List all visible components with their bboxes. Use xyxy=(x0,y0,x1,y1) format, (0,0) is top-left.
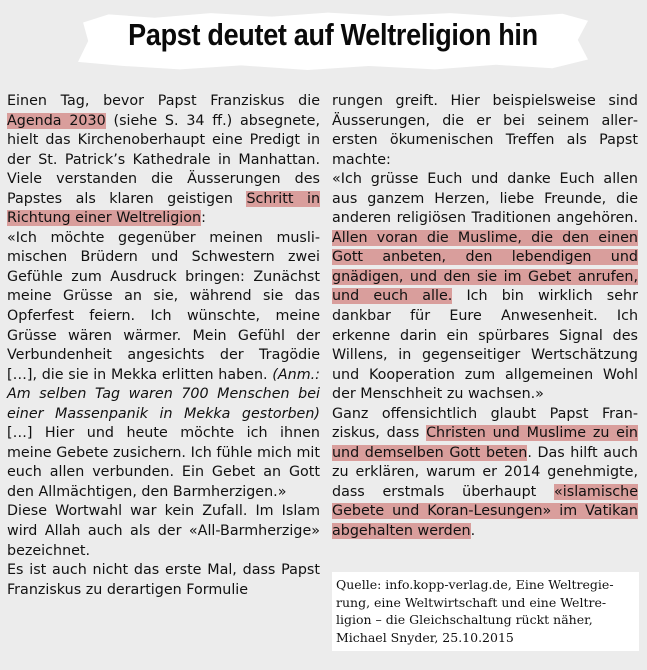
highlight-muslime: Allen voran die Muslime, die den einen Gott anbeten, den lebendigen und gnädigen, und den sie im Gebet anrufen, und euch alle. xyxy=(332,229,638,305)
quote-paragraph-muslime xyxy=(332,170,638,405)
paragraph-formulierungen: Es ist auch nicht das erste Mal, dass Papst Franziskus zu derartigen Formulie xyxy=(7,562,320,598)
text-run: . xyxy=(470,523,476,540)
right-column xyxy=(332,92,638,542)
text-run: Ich bin wirklich sehr dankbar für Eure Anwesenheit. Ich erkenne darin ein spürbares Signal des Willens, in gegenseitiger Wertschätzung und Kooperation zum allgemeinen Wohl der Menschheit zu wachsen.» xyxy=(332,288,638,403)
paragraph-wortwahl: Diese Wortwahl war kein Zufall. Im Islam wird Allah auch als der «All-Barmherzige» bezeichnet. xyxy=(7,503,320,559)
quote-paragraph xyxy=(7,229,320,503)
paragraph-oekumenisch: rungen greift. Hier beispielsweise sind Äusserungen, die er bei seinem allerersten ökumenischen Treffen als Papst machte: xyxy=(332,93,638,168)
text-run: Ganz offensichtlich glaubt Papst Franziskus, dass xyxy=(332,405,638,442)
highlight-vatikan: «islamische Gebete und Koran-Lesungen» im Vatikan abgehalten werden xyxy=(332,483,638,540)
highlight-gott: Christen und Muslime zu ein und demselben Gott beten xyxy=(332,425,638,461)
text-run: : xyxy=(201,210,206,227)
highlight-weltreligion: Schritt in Richtung einer Weltreligion xyxy=(7,190,321,227)
text-run: Einen Tag, bevor Papst Franziskus die xyxy=(7,93,320,109)
intro-paragraph xyxy=(7,92,320,229)
text-run: «Ich möchte gegenüber meinen muslimischen Brüdern und Schwestern zwei Gefühle zum Ausdruck bringen: Zunächst meine Grüsse an sie, während sie das Opferfest feiern. Ich wünschte, meine Grüsse wären wärmer. Mein Gefühl der Verbundenheit angesichts der Tragödie […], die sie in Mekka erlitten haben. xyxy=(7,229,320,383)
source-box: Quelle: info.kopp-verlag.de, Eine Weltregierung, eine Weltwirtschaft und eine Weltreligion – die Gleichschaltung rückt näher, Michael Snyder, 25.10.2015 xyxy=(332,572,639,651)
left-column xyxy=(7,92,320,600)
page-title: Papst deutet auf Weltreligion hin xyxy=(128,18,538,52)
annotation-note: (Anm.: Am selben Tag waren 700 Menschen bei einer Massenpanik in Mekka gestorben) xyxy=(7,366,320,422)
text-run: (siehe S. 34 ff.) absegnete, hielt das Kirchenoberhaupt eine Predigt in der St. Patrick’s Kathedrale in Manhattan. Viele verstanden die Äusserungen des Papstes als klaren geistigen xyxy=(7,112,320,207)
highlight-agenda: Agenda 2030 xyxy=(7,112,106,129)
text-run: […] Hier und heute möchte ich ihnen meine Gebete zusichern. Ich fühle mich mit euch allen verbunden. Ein Gebet an Gott den Allmächtigen, den Barmherzigen.» xyxy=(7,425,320,500)
text-run: . Das hilft auch zu erklären, warum er 2014 genehmigte, dass erstmals überhaupt xyxy=(332,444,638,500)
paragraph-christen-muslime xyxy=(332,405,638,542)
text-run: «Ich grüsse Euch und danke Euch allen aus ganzem Herzen, liebe Freunde, die anderen religiösen Traditionen angehören. xyxy=(332,171,638,227)
